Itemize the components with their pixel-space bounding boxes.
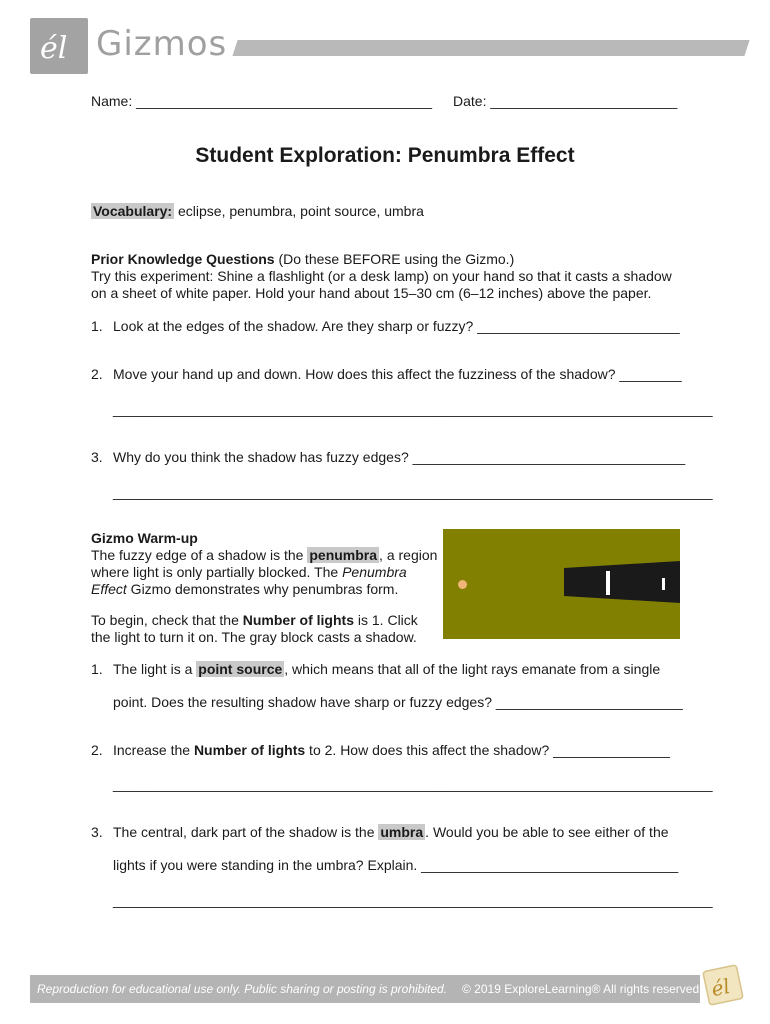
- svg-text:él: él: [709, 973, 733, 1002]
- explorelearning-footer-logo-icon: [700, 962, 746, 1008]
- warmup-paragraph-2-line-1: [91, 612, 418, 628]
- prior-q3-number: 3.: [91, 449, 103, 465]
- warmup-q2-text-b: to 2. How does this affect the shadow? _______________: [305, 742, 670, 758]
- prior-q1-number: 1.: [91, 318, 103, 334]
- warmup-p2-text-a: To begin, check that the: [91, 612, 243, 628]
- warmup-p1-line2-text: where light is only partially blocked. The: [91, 564, 343, 580]
- name-label: Name:: [91, 93, 133, 109]
- warmup-q3-text-a: The central, dark part of the shadow is the: [113, 824, 379, 840]
- warmup-q3-line-1: [113, 824, 669, 840]
- warmup-q1-text-b: , which means that all of the light rays emanate from a single: [284, 661, 661, 677]
- explorelearning-el-logo-icon: [36, 24, 82, 68]
- warmup-q2-number: 2.: [91, 742, 103, 758]
- warmup-paragraph-2-line-2: the light to turn it on. The gray block casts a shadow.: [91, 629, 417, 645]
- prior-knowledge-heading-line: [91, 251, 514, 267]
- warmup-heading: Gizmo Warm-up: [91, 530, 198, 546]
- warmup-q2-text-a: Increase the: [113, 742, 194, 758]
- date-field-row: [453, 93, 677, 109]
- vocabulary-terms: eclipse, penumbra, point source, umbra: [178, 203, 424, 219]
- date-label: Date:: [453, 93, 487, 109]
- prior-q1-text[interactable]: Look at the edges of the shadow. Are they sharp or fuzzy? __________________________: [113, 318, 680, 334]
- gizmo-name-part-2: Effect: [91, 581, 127, 597]
- prior-knowledge-heading: Prior Knowledge Questions: [91, 251, 275, 267]
- date-blank[interactable]: ________________________: [490, 93, 678, 109]
- prior-q2-text[interactable]: Move your hand up and down. How does this affect the fuzziness of the shadow? ________: [113, 366, 682, 382]
- warmup-paragraph-1-line-1: [91, 547, 437, 563]
- warmup-p1-line3-text: Gizmo demonstrates why penumbras form.: [126, 581, 399, 597]
- warmup-q1-text-a: The light is a: [113, 661, 197, 677]
- name-field-row: [91, 93, 432, 109]
- warmup-paragraph-1-line-3: [91, 581, 398, 597]
- warmup-q3-text-b: . Would you be able to see either of the: [425, 824, 669, 840]
- warmup-q2-text[interactable]: [113, 742, 670, 758]
- warmup-q1-line-2[interactable]: point. Does the resulting shadow have sharp or fuzzy edges? ________________________: [113, 694, 683, 710]
- warmup-paragraph-1-line-2: [91, 564, 407, 580]
- warmup-p1-text-a: The fuzzy edge of a shadow is the: [91, 547, 308, 563]
- prior-q3-text[interactable]: Why do you think the shadow has fuzzy edges? ___________________________________: [113, 449, 686, 465]
- term-penumbra: penumbra: [309, 547, 378, 563]
- warmup-p2-text-b: is 1. Click: [354, 612, 418, 628]
- vocabulary-label: Vocabulary:: [93, 203, 173, 219]
- prior-knowledge-text-2: on a sheet of white paper. Hold your hand about 15–30 cm (6–12 inches) above the paper.: [91, 285, 652, 301]
- number-of-lights-term-2: Number of lights: [193, 742, 306, 758]
- header-decorative-bar: [232, 40, 749, 56]
- warmup-q1-number: 1.: [91, 661, 103, 677]
- warmup-p1-text-b: , a region: [379, 547, 438, 563]
- gizmo-name-part-1: Penumbra: [342, 564, 407, 580]
- term-umbra: umbra: [380, 824, 424, 840]
- warmup-q3-answer-blank[interactable]: _____________________________________________________________________________: [113, 892, 713, 908]
- warmup-q2-answer-blank[interactable]: _____________________________________________________________________________: [113, 776, 713, 792]
- name-blank[interactable]: ______________________________________: [136, 93, 432, 109]
- footer-copyright: © 2019 ExploreLearning® All rights reserved: [462, 982, 700, 996]
- page-title: Student Exploration: Penumbra Effect: [195, 144, 575, 167]
- prior-q2-number: 2.: [91, 366, 103, 382]
- brand-name: Gizmos: [96, 24, 228, 64]
- prior-knowledge-text-1: Try this experiment: Shine a flashlight (or a desk lamp) on your hand so that it casts a shadow: [91, 268, 672, 284]
- prior-q3-answer-blank[interactable]: _____________________________________________________________________________: [113, 484, 713, 500]
- warmup-q3-number: 3.: [91, 824, 103, 840]
- light-source-icon: [458, 580, 467, 589]
- warmup-q3-line-2[interactable]: lights if you were standing in the umbra? Explain. _________________________________: [113, 857, 679, 873]
- footer-reproduction-notice: Reproduction for educational use only. Public sharing or posting is prohibited.: [37, 982, 448, 996]
- block-shadow-icon: [564, 561, 680, 603]
- warmup-q1-line-1: [113, 661, 660, 677]
- svg-text:él: él: [40, 31, 68, 66]
- prior-q2-answer-blank[interactable]: _____________________________________________________________________________: [113, 401, 713, 417]
- term-point-source: point source: [198, 661, 283, 677]
- vocabulary-line: [91, 203, 424, 219]
- number-of-lights-term: Number of lights: [242, 612, 354, 628]
- prior-knowledge-note: (Do these BEFORE using the Gizmo.): [278, 251, 515, 267]
- gizmos-logo: [30, 18, 88, 74]
